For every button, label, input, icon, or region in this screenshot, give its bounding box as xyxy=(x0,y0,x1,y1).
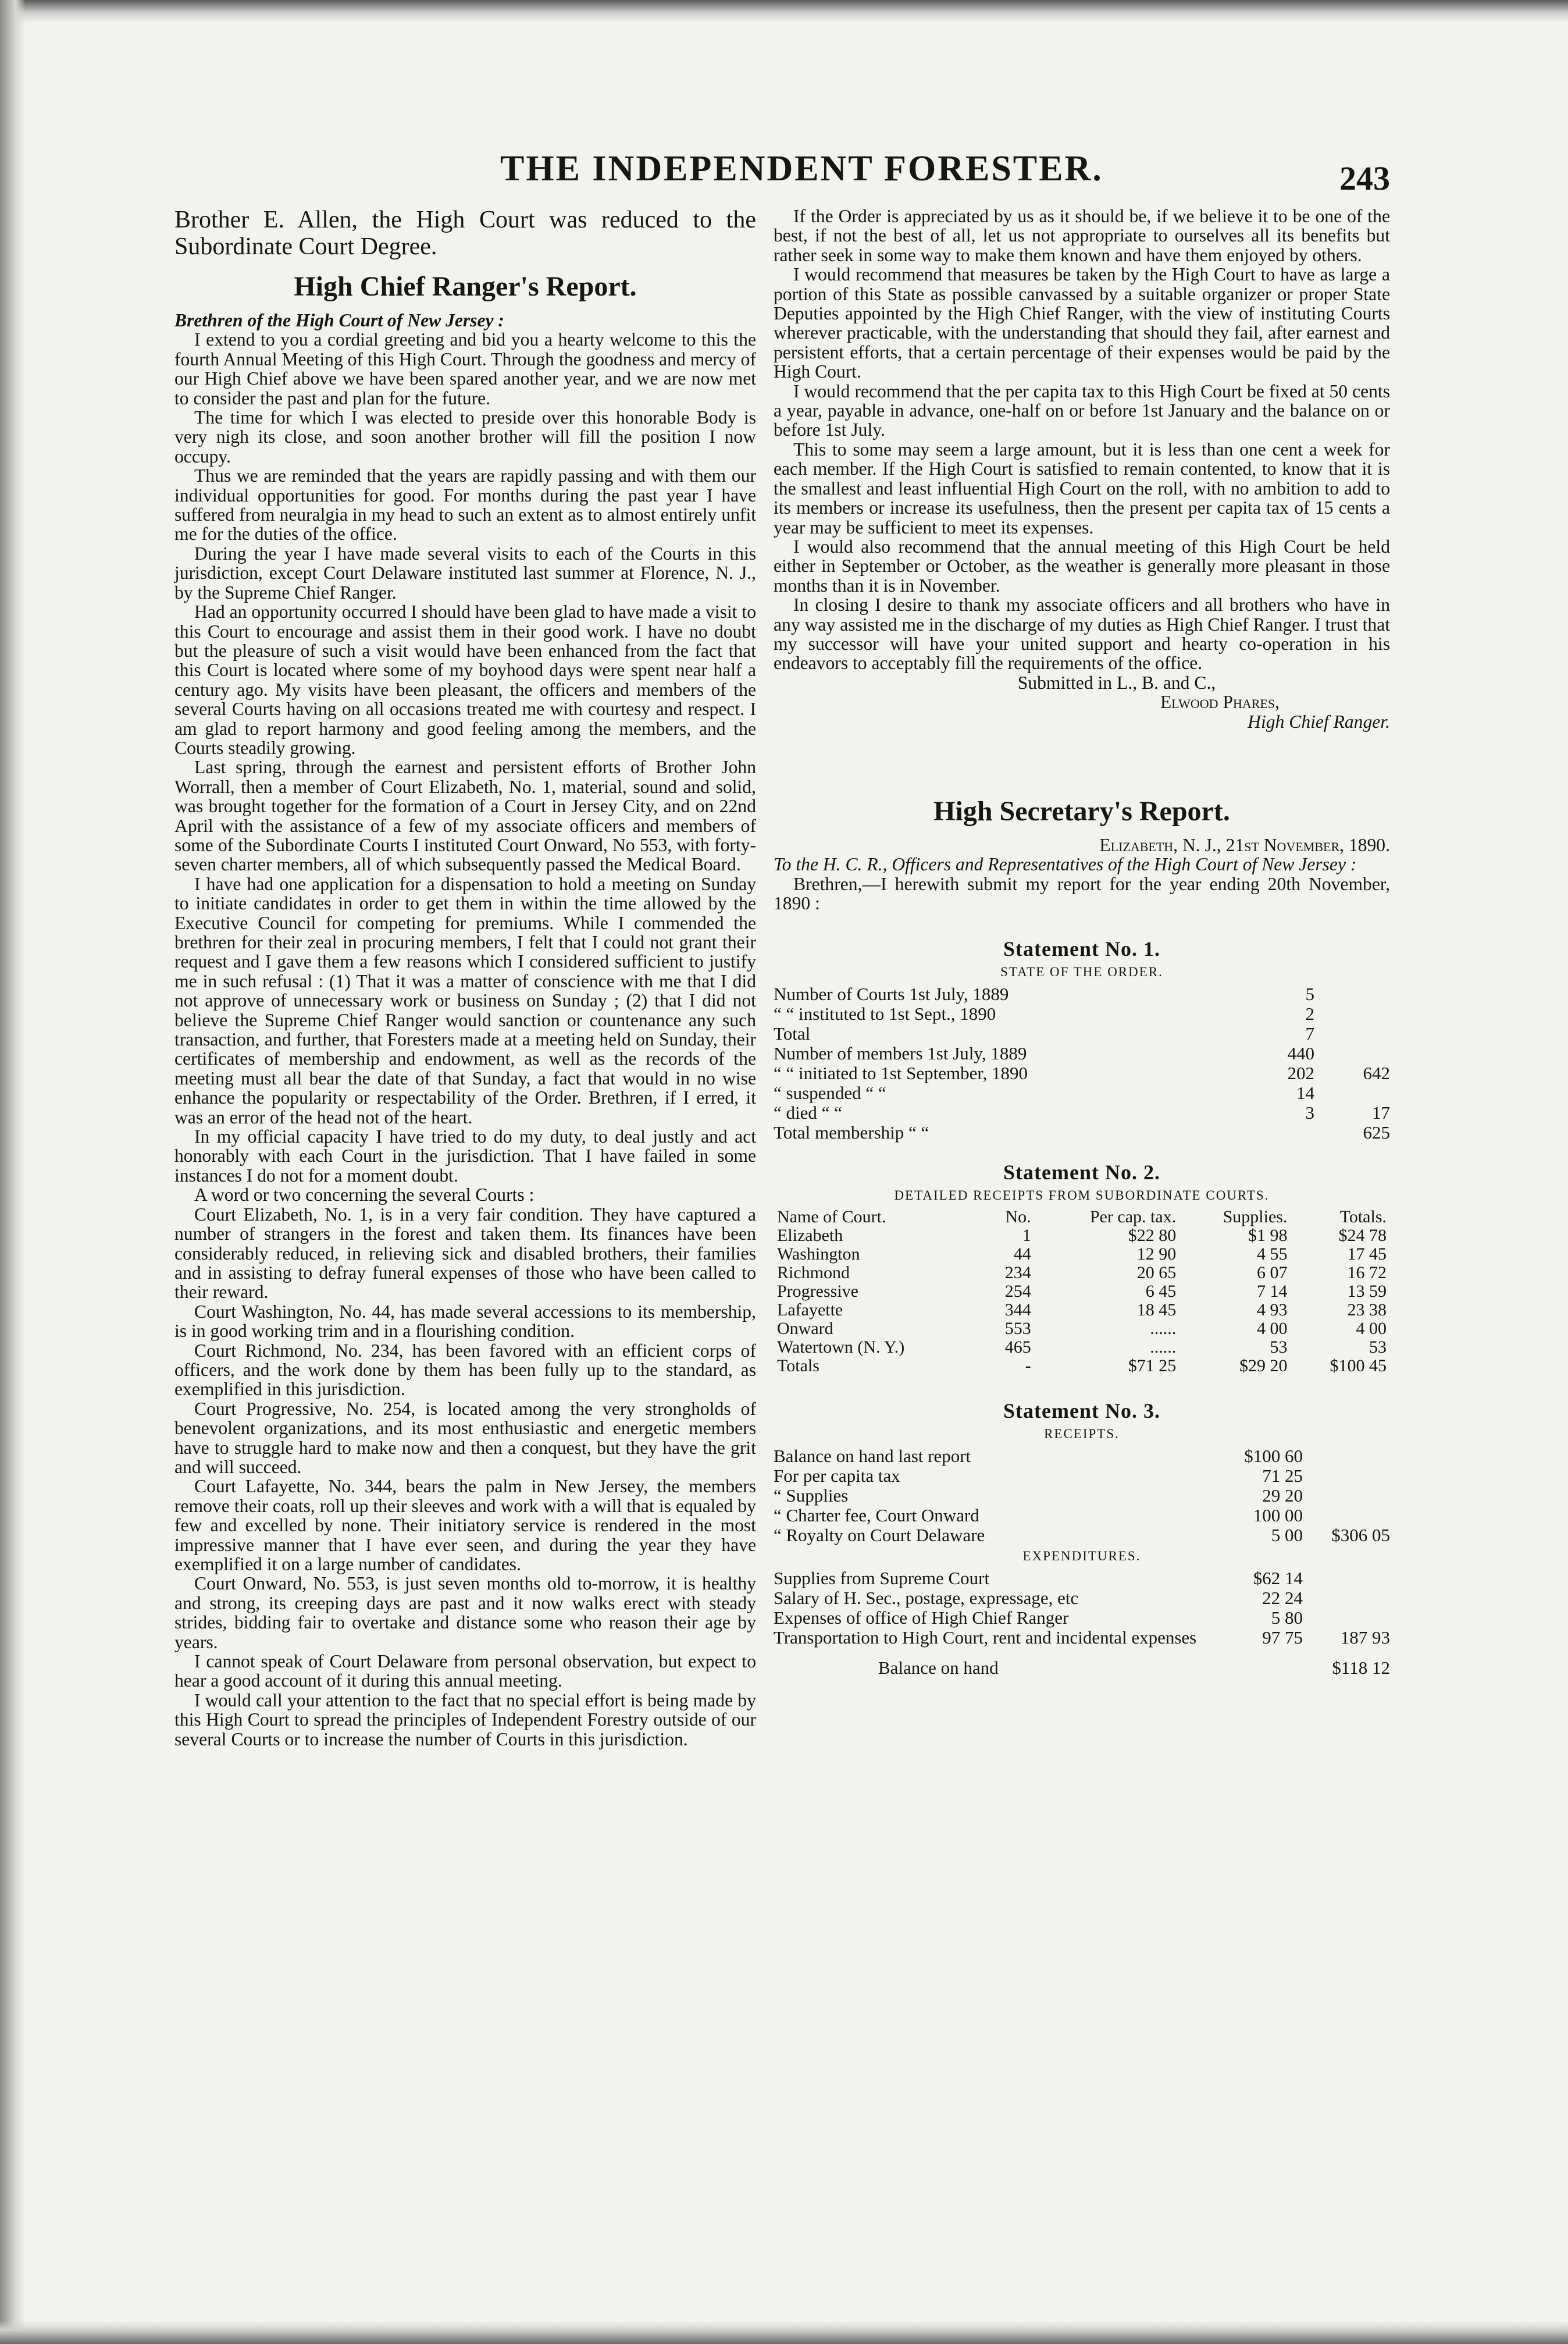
table-cell: 4 00 xyxy=(1256,1318,1288,1338)
table-cell: 18 45 xyxy=(1136,1300,1177,1319)
table-cell: Lafayette xyxy=(777,1300,843,1319)
table-cell: Progressive xyxy=(777,1281,858,1301)
row-subtotal xyxy=(1314,1044,1390,1063)
row-label: “ died “ “ xyxy=(774,1102,842,1123)
paragraph: I would call your attention to the fact that no special effort is being made by this High Court to spread the principles of Independent Forestry outside of our several Courts or to increase the number of Courts in this jurisdiction. xyxy=(174,1689,756,1749)
ledger-amount: 29 20 xyxy=(1262,1485,1303,1506)
ledger-amount: 5 00 xyxy=(1271,1524,1303,1545)
ledger-amount: 71 25 xyxy=(1262,1465,1303,1486)
table-row xyxy=(774,1226,1390,1245)
row-label: Total xyxy=(774,1023,811,1044)
receipts-table-header xyxy=(774,1208,1390,1226)
paragraph: If the Order is appreciated by us as it should be, if we believe it to be one of the best, if not the best of all, let us not appropriate to ourselves all its benefits but rather seek in some way to make them known and have them enjoyed by others. xyxy=(774,206,1390,265)
left-column xyxy=(174,207,756,1749)
table-cell: Washington xyxy=(777,1244,860,1264)
row-value: 202 xyxy=(1287,1062,1314,1083)
receipts-table-body xyxy=(774,1226,1390,1375)
table-cell: $1 98 xyxy=(1248,1225,1288,1245)
row-label: Total membership “ “ xyxy=(774,1122,929,1143)
row-label: “ “ instituted to 1st Sept., 1890 xyxy=(774,1004,996,1024)
row-label: “ suspended “ “ xyxy=(774,1083,886,1103)
hcr-report-continued xyxy=(774,207,1390,673)
hcr-report-body xyxy=(174,330,756,1749)
row-subtotal: 642 xyxy=(1363,1062,1390,1083)
ledger-label: Balance on hand last report xyxy=(774,1446,971,1466)
statement-1-row xyxy=(774,1063,1390,1083)
table-cell: 17 45 xyxy=(1347,1244,1387,1264)
table-cell: 4 55 xyxy=(1256,1244,1288,1264)
paragraph: This to some may seem a large amount, but it is less than one cent a week for each member. If the High Court is satisfied to remain contented, to know that it is the smallest and least influential High Court on the roll, with no ambition to add to its members or increase its usefulness, then the present per capita tax of 15 cents a year may be sufficient to meet its expenses. xyxy=(774,439,1390,538)
page-edge-bottom xyxy=(0,2321,1568,2344)
ledger-row xyxy=(774,1588,1390,1608)
paragraph: I extend to you a cordial greeting and bid you a hearty welcome to this the fourth Annual Meeting of this High Court. Through the goodness and mercy of our High Chief above we have been spared another year, and we are now met to consider the past and plan for the future. xyxy=(174,329,756,408)
page-edge-left xyxy=(0,0,26,2344)
page-header xyxy=(174,148,1390,195)
statement-2-title: Statement No. 2. xyxy=(1003,1160,1160,1184)
secretary-report-heading: High Secretary's Report. xyxy=(933,795,1230,827)
ledger-label: Transportation to High Court, rent and incidental expenses xyxy=(774,1627,1197,1648)
ledger-total xyxy=(1303,1608,1390,1628)
submitted-line: Submitted in L., B. and C., xyxy=(1017,672,1216,693)
row-label: Number of Courts 1st July, 1889 xyxy=(774,984,1009,1004)
paragraph: Had an opportunity occurred I should have been glad to have made a visit to this Court to encourage and assist them in their good work. I have no doubt but the pleasure of such a visit would have been enhanced from the fact that this Court is located where some of my boyhood days were spent near half a century ago. My visits have been pleasant, the officers and members of the several Courts having on all occasions treated me with courtesy and respect. I am glad to report harmony and good feeling among the members, and the Courts steadily growing. xyxy=(174,602,756,758)
ledger-amount: 100 00 xyxy=(1253,1504,1303,1525)
secretary-intro: Brethren,—I herewith submit my report for the year ending 20th November, 1890 : xyxy=(774,873,1390,914)
table-row xyxy=(774,1264,1390,1282)
table-cell: 16 72 xyxy=(1347,1262,1387,1282)
table-cell: 20 65 xyxy=(1136,1262,1177,1282)
ledger-label: For per capita tax xyxy=(774,1466,900,1486)
row-subtotal xyxy=(1314,1024,1390,1044)
row-value: 14 xyxy=(1296,1082,1314,1103)
table-cell: 44 xyxy=(1013,1244,1031,1264)
statement-1-row xyxy=(774,1123,1390,1143)
table-cell: $24 78 xyxy=(1338,1225,1387,1245)
ledger-amount: $100 60 xyxy=(1244,1445,1303,1466)
row-subtotal: 17 xyxy=(1372,1102,1390,1123)
balance-label: Balance on hand xyxy=(878,1657,999,1678)
paragraph: In closing I desire to thank my associate officers and all brothers who have in any way assisted me in the discharge of my duties as High Chief Ranger. I trust that my successor will have your united support and hearty co-operation in his endeavors to acceptably fill the requirements of the office. xyxy=(774,595,1390,674)
paragraph: During the year I have made several visits to each of the Courts in this jurisdiction, except Court Delaware instituted last summer at Florence, N. J., by the Supreme Chief Ranger. xyxy=(174,543,756,603)
table-cell: 553 xyxy=(1004,1318,1031,1338)
paragraph: Last spring, through the earnest and persistent efforts of Brother John Worrall, then a member of Court Elizabeth, No. 1, material, sound and solid, was brought together for the formation of a Court in Jersey City, and on 22nd April with the assistance of a few of my associate officers and members of some of the Subordinate Courts I instituted Court Onward, No 553, with forty-seven charter members, all of which subsequently passed the Medical Board. xyxy=(174,757,756,875)
table-cell: - xyxy=(1025,1356,1031,1375)
lead-paragraph: Brother E. Allen, the High Court was reduced to the Subordinate Court Degree. xyxy=(174,207,756,260)
ledger-row xyxy=(774,1486,1390,1506)
statement-1-rows xyxy=(774,984,1390,1143)
paragraph: I would also recommend that the annual meeting of this High Court be held either in September or October, as the weather is generally more pleasant in those months than it is in November. xyxy=(774,536,1390,596)
row-value: 440 xyxy=(1287,1043,1314,1063)
paragraph: I would recommend that measures be taken by the High Court to have as large a portion of this State as possible canvassed by a suitable organizer or proper State Deputies appointed by the High Chief Ranger, with the view of instituting Courts wherever practicable, with the understanding that should they fail, after earnest and persistent efforts, that a certain percentage of their expenses would be paid by the High Court. xyxy=(774,264,1390,382)
row-label: Number of members 1st July, 1889 xyxy=(774,1043,1027,1063)
ledger-row xyxy=(774,1628,1390,1648)
table-cell: Totals xyxy=(777,1356,819,1375)
table-cell: $71 25 xyxy=(1128,1356,1177,1375)
table-cell: 465 xyxy=(1004,1337,1031,1357)
ledger-label: Supplies from Supreme Court xyxy=(774,1568,990,1588)
ledger-row xyxy=(774,1446,1390,1466)
paragraph: I have had one application for a dispensation to hold a meeting on Sunday to initiate candidates in order to get them in within the time allowed by the Executive Council for competing for premiums. While I commended the brethren for their zeal in procuring members, I felt that I could not grant their request and I gave them a few reasons which I considered sufficient to justify me in such refusal : (1) That it was a matter of conscience with me that I did not approve of unnecessary work or business on Sunday ; (2) that I did not believe the Supreme Chief Ranger would sanction or countenance any such transaction, and further, that Foresters made at a meeting held on Sunday, their certificates of membership and endowment, as well as the records of the meeting must all bear the date of that Sunday, a fact that would in no wise enhance the popularity or respectability of the Order. Brethren, if I erred, it was an error of the head not of the heart. xyxy=(174,873,756,1127)
table-cell: 4 00 xyxy=(1356,1318,1387,1338)
table-cell: 6 45 xyxy=(1145,1281,1177,1301)
statement-1-row xyxy=(774,984,1390,1004)
table-cell: $100 45 xyxy=(1330,1356,1387,1375)
hcr-report-heading: High Chief Ranger's Report. xyxy=(294,271,637,302)
paragraph: In my official capacity I have tried to do my duty, to deal justly and act honorably with each Court in the jurisdiction. That I have failed in some instances I do not for a moment doubt. xyxy=(174,1126,756,1186)
secretary-address: To the H. C. R., Officers and Representatives of the High Court of New Jersey : xyxy=(774,854,1357,875)
table-cell: 53 xyxy=(1369,1337,1387,1357)
table-row xyxy=(774,1245,1390,1264)
ledger-total xyxy=(1303,1506,1390,1525)
ledger-total: $306 05 xyxy=(1331,1524,1390,1545)
statement-2-subtitle: DETAILED RECEIPTS FROM SUBORDINATE COURTS. xyxy=(894,1187,1270,1203)
statement-3-receipts xyxy=(774,1446,1390,1545)
paragraph: I would recommend that the per capita tax to this High Court be fixed at 50 cents a year, payable in advance, one-half on or before 1st January and the balance on or before 1st July. xyxy=(774,380,1390,440)
table-cell: ...... xyxy=(1150,1318,1177,1338)
table-cell: $22 80 xyxy=(1128,1225,1177,1245)
paragraph: Court Lafayette, No. 344, bears the palm in New Jersey, the members remove their coats, roll up their sleeves and work with a will that is equaled by few and excelled by none. Their initiatory service is rendered in the most impressive manner that I have ever seen, and during the year they have exemplified it on a large number of candidates. xyxy=(174,1476,756,1574)
paragraph: A word or two concerning the several Courts : xyxy=(194,1185,534,1205)
paragraph: Court Onward, No. 553, is just seven months old to-morrow, it is healthy and strong, its creeping days are past and it now walks erect with steady strides, bidding fair to overtake and distance some who reason their age by years. xyxy=(174,1573,756,1652)
ledger-label: Salary of H. Sec., postage, expressage, etc xyxy=(774,1588,1079,1608)
paragraph: Court Richmond, No. 234, has been favored with an efficient corps of officers, and the work done by them has been fully up to the standard, as exemplified in this jurisdiction. xyxy=(174,1340,756,1400)
paragraph: Court Elizabeth, No. 1, is in a very fair condition. They have captured a number of strangers in the forest and taken them. Its finances have been considerably reduced, in relieving sick and disabled brothers, their families and in assisting to defray funeral expenses of those who have been called to their reward. xyxy=(174,1204,756,1303)
ledger-row xyxy=(774,1608,1390,1628)
paragraph: Court Washington, No. 44, has made several accessions to its membership, is in good working trim and in a flourishing condition. xyxy=(174,1301,756,1342)
page-number: 243 xyxy=(1339,159,1390,197)
ledger-label: “ Charter fee, Court Onward xyxy=(774,1505,979,1525)
table-cell: 6 07 xyxy=(1256,1262,1288,1282)
paragraph: The time for which I was elected to preside over this honorable Body is very nigh its close, and soon another brother will fill the position I now occupy. xyxy=(174,407,756,467)
ledger-label: “ Royalty on Court Delaware xyxy=(774,1525,985,1545)
table-row xyxy=(774,1357,1390,1375)
ledger-total xyxy=(1303,1446,1390,1466)
table-row xyxy=(774,1338,1390,1357)
table-row xyxy=(774,1319,1390,1338)
statement-1-row xyxy=(774,1004,1390,1024)
ledger-row xyxy=(774,1506,1390,1525)
paragraph: I cannot speak of Court Delaware from personal observation, but expect to hear a good account of it during this annual meeting. xyxy=(174,1651,756,1691)
ledger-row xyxy=(774,1568,1390,1588)
row-value: 5 xyxy=(1305,983,1314,1004)
paragraph: Thus we are reminded that the years are rapidly passing and with them our individual opportunities for good. For months during the past year I have suffered from neuralgia in my head to such an extent as to almost entirely unfit me for the duties of the office. xyxy=(174,465,756,545)
ledger-label: “ Supplies xyxy=(774,1485,849,1506)
table-cell: 53 xyxy=(1270,1337,1288,1357)
expenditures-label: EXPENDITURES. xyxy=(1022,1548,1141,1563)
table-cell: 13 59 xyxy=(1347,1281,1387,1301)
ledger-row xyxy=(774,1466,1390,1486)
table-cell: ...... xyxy=(1150,1337,1177,1357)
column-header: Per cap. tax. xyxy=(1089,1207,1177,1226)
row-value: 3 xyxy=(1305,1102,1314,1123)
statement-1-title: Statement No. 1. xyxy=(1003,937,1160,961)
signer-name: Elwood Phares, xyxy=(1160,692,1280,713)
signer-title: High Chief Ranger. xyxy=(1248,711,1390,732)
ledger-total xyxy=(1303,1588,1390,1608)
column-header: Supplies. xyxy=(1223,1207,1288,1226)
row-subtotal: 625 xyxy=(1363,1122,1390,1143)
table-cell: 12 90 xyxy=(1136,1244,1177,1264)
balance-row xyxy=(774,1658,1390,1678)
ledger-row xyxy=(774,1525,1390,1545)
ledger-amount: 97 75 xyxy=(1262,1627,1303,1648)
table-row xyxy=(774,1301,1390,1319)
statement-1-row xyxy=(774,1083,1390,1103)
table-cell: 344 xyxy=(1004,1300,1031,1319)
row-subtotal xyxy=(1314,1004,1390,1024)
statement-1-row xyxy=(774,1103,1390,1123)
ledger-label: Expenses of office of High Chief Ranger xyxy=(774,1607,1069,1628)
receipts-table xyxy=(774,1208,1390,1375)
table-cell: 234 xyxy=(1004,1262,1031,1282)
page-edge-top xyxy=(0,0,1568,23)
row-subtotal xyxy=(1314,1083,1390,1103)
statement-3-expenditures xyxy=(774,1568,1390,1648)
table-cell: 4 93 xyxy=(1256,1300,1288,1319)
row-subtotal xyxy=(1314,984,1390,1004)
right-column xyxy=(774,207,1390,1678)
balance-spacer xyxy=(1221,1658,1303,1678)
hcr-salutation: Brethren of the High Court of New Jersey : xyxy=(174,310,504,330)
table-cell: 1 xyxy=(1022,1225,1031,1245)
table-cell: 23 38 xyxy=(1347,1300,1387,1319)
row-value xyxy=(1233,1123,1314,1143)
ledger-total: 187 93 xyxy=(1340,1627,1390,1648)
table-cell: Watertown (N. Y.) xyxy=(777,1337,905,1357)
column-header: Name of Court. xyxy=(777,1207,886,1226)
table-cell: Elizabeth xyxy=(777,1225,843,1245)
paragraph: Court Progressive, No. 254, is located among the very strongholds of benevolent organizations, and its most enthusiastic and energetic members have to struggle hard to make now and then a conquest, but they have the grit and will succeed. xyxy=(174,1398,756,1477)
ledger-total xyxy=(1303,1486,1390,1506)
row-value: 2 xyxy=(1305,1003,1314,1024)
table-cell: $29 20 xyxy=(1239,1356,1288,1375)
statement-1-row xyxy=(774,1044,1390,1063)
statement-1-subtitle: STATE OF THE ORDER. xyxy=(1000,964,1163,979)
row-value: 7 xyxy=(1305,1023,1314,1044)
secretary-dateline: Elizabeth, N. J., 21st November, 1890. xyxy=(1099,834,1390,855)
ledger-total xyxy=(1303,1568,1390,1588)
column-header: No. xyxy=(1005,1207,1031,1226)
table-cell: 254 xyxy=(1004,1281,1031,1301)
column-header: Totals. xyxy=(1339,1207,1387,1226)
receipts-label: RECEIPTS. xyxy=(1044,1426,1120,1441)
table-cell: 7 14 xyxy=(1256,1281,1288,1301)
statement-1-row xyxy=(774,1024,1390,1044)
running-title: THE INDEPENDENT FORESTER. xyxy=(500,149,1103,188)
table-cell: Richmond xyxy=(777,1262,850,1282)
ledger-amount: 22 24 xyxy=(1262,1587,1303,1608)
statement-3-title: Statement No. 3. xyxy=(1003,1399,1160,1422)
ledger-amount: $62 14 xyxy=(1253,1567,1303,1588)
table-row xyxy=(774,1282,1390,1301)
ledger-amount: 5 80 xyxy=(1271,1607,1303,1628)
balance-value: $118 12 xyxy=(1332,1657,1390,1678)
table-cell: Onward xyxy=(777,1318,833,1338)
ledger-total xyxy=(1303,1466,1390,1486)
row-label: “ “ initiated to 1st September, 1890 xyxy=(774,1063,1028,1083)
